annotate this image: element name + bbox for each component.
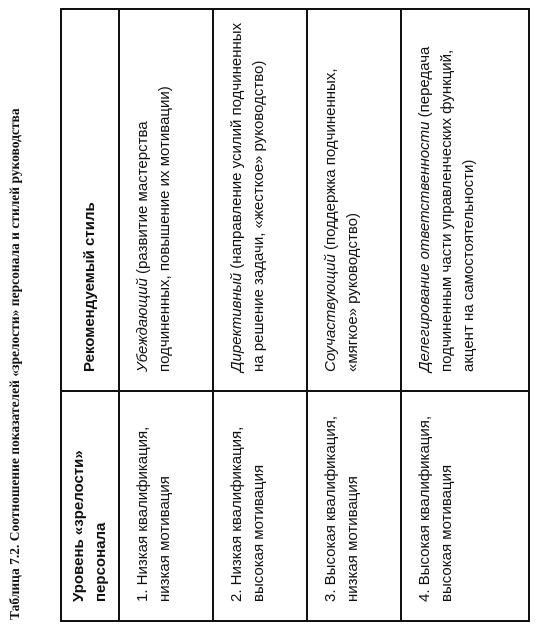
style-name: Делегирование ответственности xyxy=(416,121,434,372)
style-name: Директивный xyxy=(228,272,246,372)
maturity-level-cell: 3. Высокая квалификация, низкая мотивация xyxy=(307,391,401,621)
header-maturity-level: Уровень «зрелости» персонала xyxy=(61,391,119,621)
style-description: (направление усилий подчиненных на решение задачи, «жесткое» руководство) xyxy=(228,22,268,372)
recommended-style-cell xyxy=(213,9,307,391)
table-row xyxy=(401,9,529,621)
style-name: Соучаствующий xyxy=(322,254,340,372)
table-row xyxy=(119,9,213,621)
style-name: Убеждающий xyxy=(134,278,151,372)
table-caption: Таблица 7.2. Соотношение показателей «зрелости» персонала и стилей руководства xyxy=(7,108,22,620)
style-description: (развитие мастерства подчиненных, повышение их мотивации) xyxy=(134,86,173,372)
header-recommended-style: Рекомендуемый стиль xyxy=(61,9,119,391)
table-row xyxy=(307,9,401,621)
style-description: (передача подчиненным части управленческих функций, акцент на самостоятельности) xyxy=(416,46,478,372)
style-description: (поддержка подчиненных, «мягкое» руководство) xyxy=(322,68,362,372)
table-row xyxy=(213,9,307,621)
table-header-row xyxy=(61,9,119,621)
recommended-style-cell xyxy=(401,9,529,391)
maturity-level-cell: 2. Низкая квалификация, высокая мотивация xyxy=(213,391,307,621)
maturity-level-cell: 4. Высокая квалификация, высокая мотивация xyxy=(401,391,529,621)
style-table xyxy=(60,8,530,622)
recommended-style-cell xyxy=(119,9,213,391)
recommended-style-cell xyxy=(307,9,401,391)
maturity-level-cell: 1. Низкая квалификация, низкая мотивация xyxy=(119,391,213,621)
